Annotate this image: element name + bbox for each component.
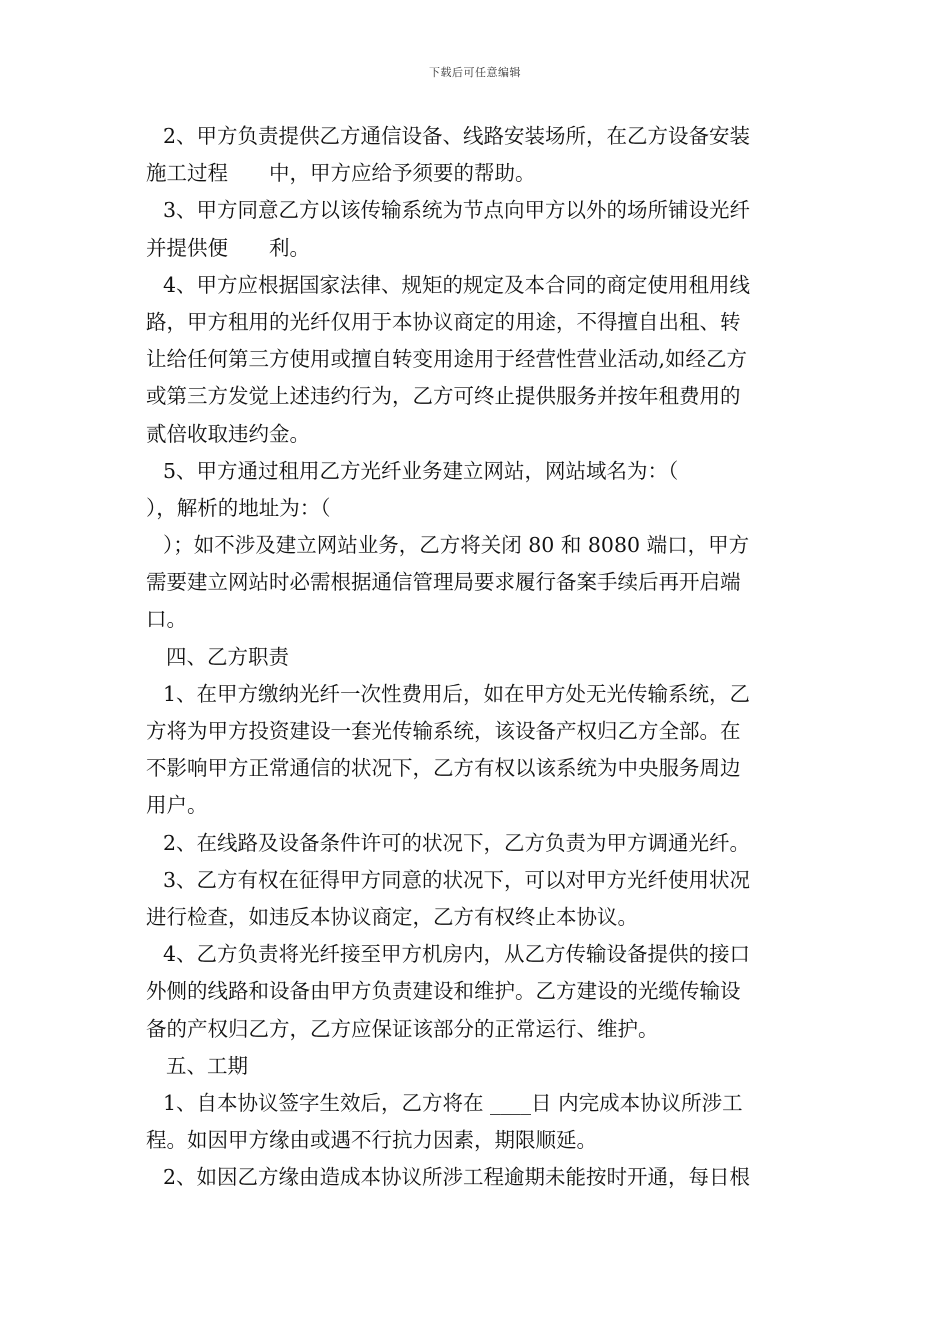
clause-3-4-line-3: 让给任何第三方使用或擅自转变用途用于经营性营业活动,如经乙方 [146, 347, 748, 372]
section-heading-4: 四、乙方职责 [166, 644, 289, 669]
clause-3-4-line-4: 或第三方发觉上述违约行为，乙方可终止提供服务并按年租费用的 [146, 384, 741, 409]
clause-3-3-line-1: 3、甲方同意乙方以该传输系统为节点向甲方以外的场所铺设光纤 [163, 198, 751, 223]
clause-3-5-line-5: 口。 [146, 607, 187, 632]
clause-4-1-line-2: 方将为甲方投资建设一套光传输系统，该设备产权归乙方全部。在 [146, 719, 741, 743]
clause-4-1-line-1: 1、在甲方缴纳光纤一次性费用后，如在甲方处无光传输系统，乙 [163, 681, 751, 706]
clause-3-4-line-2: 路，甲方租用的光纤仅用于本协议商定的用途，不得擅自出租、转 [146, 309, 741, 334]
clause-4-4-line-3: 备的产权归乙方，乙方应保证该部分的正常运行、维护。 [146, 1016, 659, 1041]
clause-4-1-line-4: 用户。 [146, 793, 208, 818]
clause-4-3-line-2: 进行检查，如违反本协议商定，乙方有权终止本协议。 [146, 904, 638, 929]
clause-3-5-line-4: 需要建立网站时必需根据通信管理局要求履行备案手续后再开启端 [146, 570, 741, 595]
clause-4-1-line-3: 不影响甲方正常通信的状况下，乙方有权以该系统为中央服务周边 [146, 756, 741, 781]
clause-5-1-line-2: 程。如因甲方缘由或遇不行抗力因素，期限顺延。 [146, 1128, 597, 1153]
clause-3-5-line-2: ），解析的地址为：（ [146, 495, 331, 520]
clause-4-2-line-1: 2、在线路及设备条件许可的状况下，乙方负责为甲方调通光纤。 [163, 830, 751, 855]
section-heading-5: 五、工期 [166, 1053, 248, 1078]
clause-3-2-line-2: 施工过程 中，甲方应给予须要的帮助。 [146, 161, 536, 186]
clause-3-3-line-2: 并提供便 利。 [146, 235, 310, 260]
clause-3-5-line-3: ）；如不涉及建立网站业务，乙方将关闭 80 和 8080 端口，甲方 [163, 533, 750, 558]
clause-3-4-line-1: 4、甲方应根据国家法律、规矩的规定及本合同的商定使用租用线 [163, 272, 751, 297]
clause-5-1-line-1: 1、自本协议签字生效后，乙方将在 ____日 内完成本协议所涉工 [163, 1090, 743, 1115]
clause-4-3-line-1: 3、乙方有权在征得甲方同意的状况下，可以对甲方光纤使用状况 [163, 867, 751, 892]
clause-4-4-line-2: 外侧的线路和设备由甲方负责建设和维护。乙方建设的光缆传输设 [146, 979, 741, 1004]
clause-3-2-line-1: 2、甲方负责提供乙方通信设备、线路安装场所，在乙方设备安装 [163, 124, 751, 148]
page-header: 下载后可任意编辑 [429, 66, 521, 79]
clause-5-2-line-1: 2、如因乙方缘由造成本协议所涉工程逾期未能按时开通，每日根 [163, 1165, 751, 1190]
document-body [146, 118, 810, 1196]
clause-3-5-line-1: 5、甲方通过租用乙方光纤业务建立网站，网站域名为：（ [163, 458, 679, 483]
clause-3-4-line-5: 贰倍收取违约金。 [146, 421, 310, 446]
clause-4-4-line-1: 4、乙方负责将光纤接至甲方机房内，从乙方传输设备提供的接口 [163, 942, 751, 967]
